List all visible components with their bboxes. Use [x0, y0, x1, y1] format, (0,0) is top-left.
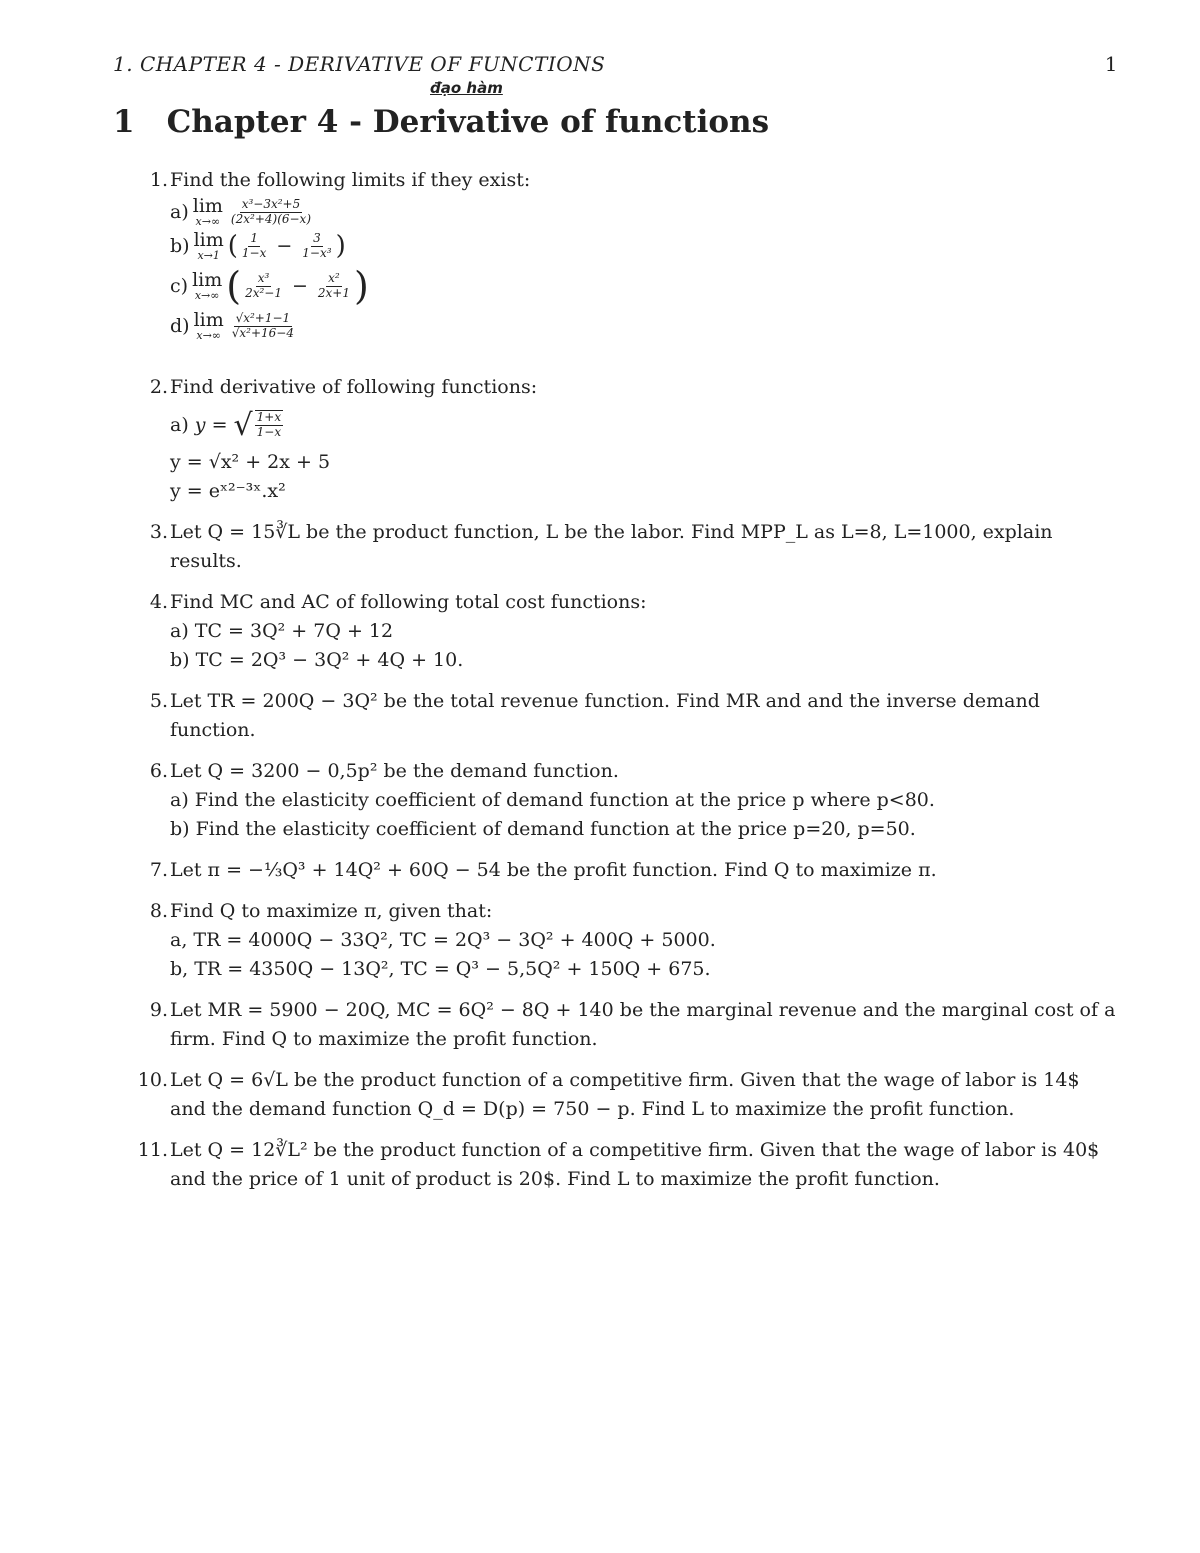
subpart-a: a, TR = 4000Q − 33Q², TC = 2Q³ − 3Q² + 400Q + 5000. — [170, 929, 716, 951]
problem-intro: Find the following limits if they exist: — [170, 169, 531, 191]
handwritten-tag: đạo hàm — [430, 79, 503, 97]
limit-b: b) lim x→1 ( $\frac{1}{1-x}$ − $\frac{3}{\text{1−x³}}$ ) — [170, 229, 346, 262]
function-a: a) y = √ $\frac{1+x}{1-x}$ — [170, 407, 282, 443]
problem-number: 7. — [149, 859, 168, 881]
problem-number: 9. — [149, 999, 168, 1021]
chapter-heading — [113, 104, 769, 140]
problem-3 — [120, 518, 1118, 576]
problem-text: Let Q = 12∛L² be the product function of a competitive firm. Given that the wage of labor is 40$ and the price of 1 unit of product is 20$. Find L to maximize the profit function. — [170, 1139, 1100, 1190]
problem-list — [120, 166, 1118, 1206]
problem-intro: Find MC and AC of following total cost functions: — [170, 591, 647, 613]
problem-text: Let TR = 200Q − 3Q² be the total revenue function. Find MR and and the inverse demand function. — [170, 690, 1040, 741]
limit-a: a) lim x→∞ $\frac{\text{x³−3x²+5}}{\text{(2x²+4)(6−x)}}$ — [170, 195, 312, 228]
problem-text: Let MR = 5900 − 20Q, MC = 6Q² − 8Q + 140 be the marginal revenue and the marginal cost of a firm. Find Q to maximize the profit function. — [170, 999, 1116, 1050]
problem-number: 4. — [149, 591, 168, 613]
problem-10 — [120, 1066, 1118, 1124]
problem-number: 8. — [149, 900, 168, 922]
subpart-b: b, TR = 4350Q − 13Q², TC = Q³ − 5,5Q² + 150Q + 675. — [170, 958, 711, 980]
problem-7 — [120, 856, 1118, 885]
chapter-number: 1 — [113, 104, 135, 140]
problem-2 — [120, 373, 1118, 506]
problem-number: 3. — [149, 521, 168, 543]
problem-number: 2. — [149, 376, 168, 398]
subpart-a: a) Find the elasticity coefficient of demand function at the price p where p<80. — [170, 789, 935, 811]
problem-text: Let Q = 15∛L be the product function, L be the labor. Find MPP_L as L=8, L=1000, explain results. — [170, 521, 1053, 572]
problem-intro: Find Q to maximize π, given that: — [170, 900, 493, 922]
problem-number: 11. — [137, 1139, 168, 1161]
page-number: 1 — [1104, 52, 1118, 76]
problem-number: 6. — [149, 760, 168, 782]
subpart-b: b) Find the elasticity coefficient of demand function at the price p=20, p=50. — [170, 818, 916, 840]
problem-intro: Find derivative of following functions: — [170, 376, 538, 398]
problem-text: Let Q = 6√L be the product function of a competitive firm. Given that the wage of labor is 14$ and the demand function Q_d = D(p) = 750 − p. Find L to maximize the profit function. — [170, 1069, 1080, 1120]
problem-5 — [120, 687, 1118, 745]
limit-c: c) lim x→∞ ( $\frac{\text{x³}}{\text{2x²−1}}$ − $\frac{\text{x²}}{2x+1}$ ) — [170, 263, 369, 308]
problem-number: 5. — [149, 690, 168, 712]
problem-1 — [120, 166, 1118, 361]
problem-6 — [120, 757, 1118, 844]
limit-d: d) lim x→∞ $\frac{\text{√x²+1−1}}{\text{√x²+16−4}}$ — [170, 309, 294, 342]
running-title: 1. CHAPTER 4 - DERIVATIVE OF FUNCTIONS — [113, 52, 606, 76]
problem-text: Let π = −⅓Q³ + 14Q² + 60Q − 54 be the profit function. Find Q to maximize π. — [170, 859, 937, 881]
subpart-a: a) TC = 3Q² + 7Q + 12 — [170, 620, 394, 642]
problem-4 — [120, 588, 1118, 675]
problem-number: 10. — [137, 1069, 168, 1091]
problem-9 — [120, 996, 1118, 1054]
chapter-title: Chapter 4 - Derivative of functions — [166, 104, 770, 140]
function-b: y = √x² + 2x + 5 — [170, 451, 331, 473]
function-c: y = eˣ²⁻³ˣ.x² — [170, 480, 286, 502]
problem-8 — [120, 897, 1118, 984]
running-header — [113, 52, 1118, 76]
subpart-b: b) TC = 2Q³ − 3Q² + 4Q + 10. — [170, 649, 464, 671]
problem-number: 1. — [149, 169, 168, 191]
problem-intro: Let Q = 3200 − 0,5p² be the demand function. — [170, 760, 619, 782]
problem-11 — [120, 1136, 1118, 1194]
